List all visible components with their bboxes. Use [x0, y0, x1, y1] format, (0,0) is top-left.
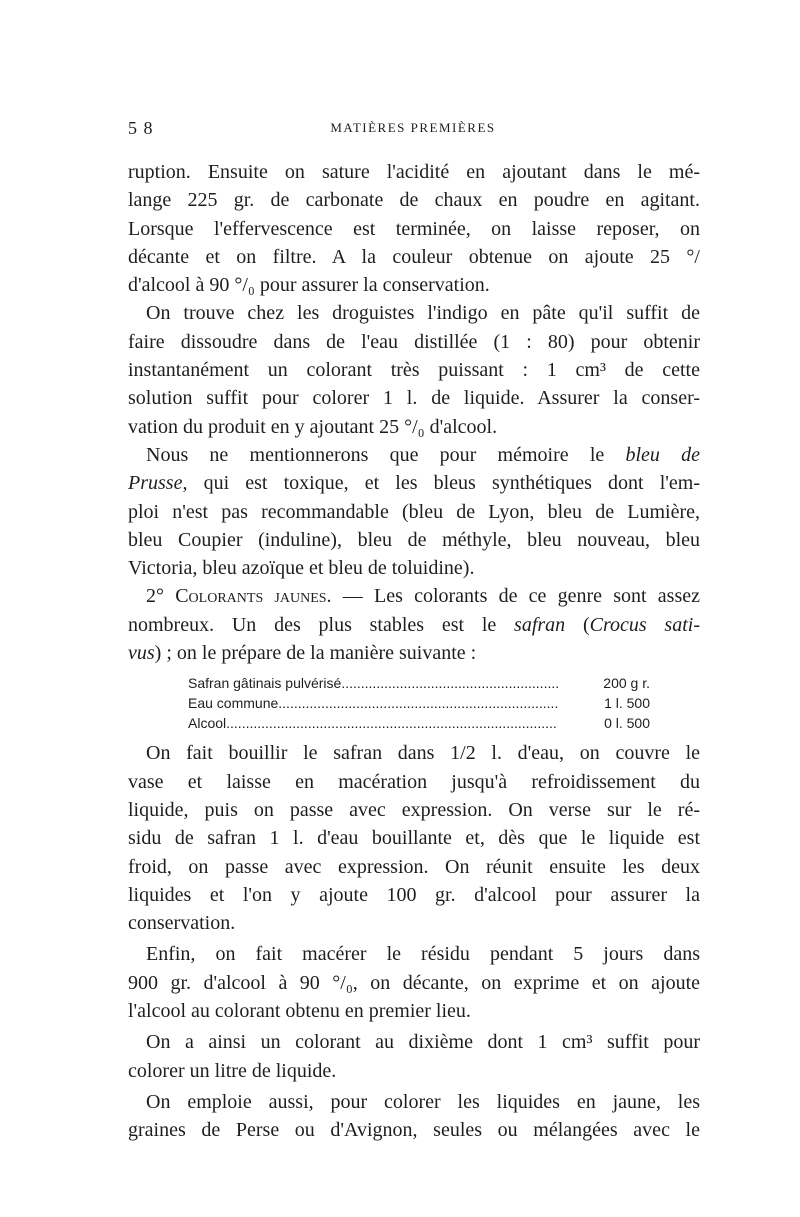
page-header — [128, 118, 698, 142]
text-line: sidu de safran 1 l. d'eau bouillante et, dès que le liquide est — [128, 827, 700, 850]
section-number: 2° — [146, 585, 176, 608]
body-text — [128, 158, 700, 1145]
recipe-row — [188, 693, 650, 713]
text-line: On emploie aussi, pour colorer les liquides en jaune, les — [146, 1090, 700, 1113]
paragraph-4 — [128, 582, 700, 667]
italic-term-prusse: Prusse — [128, 472, 183, 495]
text-run: ( — [565, 613, 590, 636]
text-line: Lorsque l'effervescence est terminée, on laisse reposer, on — [128, 217, 700, 240]
ingredient-name: Alcool — [188, 715, 227, 732]
text-line: ruption. Ensuite on sature l'acidité en ajoutant dans le mé- — [128, 161, 700, 183]
ingredient-name: Eau commune — [188, 695, 279, 712]
text-run: , qui est toxique, et les bleus synthétiques dont l'em- — [182, 472, 700, 495]
text-line: décante et on filtre. A la couleur obtenue on ajoute 25 °/ — [128, 245, 700, 268]
text-line: faire dissoudre dans de l'eau distillée (1 : 80) pour obtenir — [128, 330, 700, 353]
ingredient-quantity: 0 l. 500 — [604, 715, 650, 732]
text-line: colorer un litre de liquide. — [128, 1059, 337, 1082]
paragraph-2 — [128, 299, 700, 440]
recipe-list — [188, 673, 650, 733]
text-line: vation du produit en y ajoutant 25 °/₀ d'alcool. — [128, 415, 498, 438]
text-line: 900 gr. d'alcool à 90 °/₀, on décante, on exprime et on ajoute — [128, 971, 700, 994]
text-line: ploi n'est pas recommandable (bleu de Lyon, bleu de Lumière, — [128, 500, 700, 523]
text-run: — Les colorants de ce genre sont assez — [331, 585, 700, 608]
recipe-row — [188, 673, 650, 693]
text-line — [128, 469, 700, 497]
text-line: liquides et l'on y ajoute 100 gr. d'alcool pour assurer la — [128, 883, 700, 906]
ingredient-quantity: 200 g r. — [603, 675, 650, 692]
text-run: ) ; on le prépare de la manière suivante : — [154, 642, 477, 665]
text-line: bleu Coupier (induline), bleu de méthyle, bleu nouveau, bleu — [128, 528, 700, 551]
text-line: liquide, puis on passe avec expression. On verse sur le ré- — [128, 798, 700, 821]
text-line: froid, on passe avec expression. On réunit ensuite les deux — [128, 855, 700, 878]
dot-leader — [278, 693, 558, 713]
paragraph-1 — [128, 158, 700, 299]
ingredient-name: Safran gâtinais pulvérisé — [188, 675, 342, 692]
text-line: On fait bouillir le safran dans 1/2 l. d'eau, on couvre le — [146, 742, 700, 765]
running-title: MATIÈRES PREMIÈRES — [330, 120, 496, 135]
text-line: Victoria, bleu azoïque et bleu de toluidine). — [128, 557, 475, 580]
text-line — [128, 582, 700, 610]
text-line — [128, 611, 700, 639]
text-line: solution suffit pour colorer 1 l. de liquide. Assurer la conser- — [128, 387, 700, 410]
section-heading: Colorants jaunes. — [175, 585, 332, 608]
dot-leader — [226, 713, 558, 733]
page-number: 5 8 — [128, 118, 154, 138]
recipe-row — [188, 713, 650, 733]
ingredient-quantity: 1 l. 500 — [604, 695, 650, 712]
text-run: Nous ne mentionnerons que pour mémoire le — [146, 443, 626, 466]
text-line: instantanément un colorant très puissant : 1 cm³ de cette — [128, 359, 700, 382]
paragraph-3 — [128, 441, 700, 582]
text-line: On trouve chez les droguistes l'indigo en pâte qu'il suffit de — [146, 302, 700, 325]
text-line: On a ainsi un colorant au dixième dont 1 cm³ suffit pour — [146, 1031, 700, 1054]
paragraph-5 — [128, 739, 700, 937]
paragraph-6 — [128, 940, 700, 1025]
text-line: lange 225 gr. de carbonate de chaux en poudre en agitant. — [128, 189, 700, 212]
text-line: d'alcool à 90 °/₀ pour assurer la conservation. — [128, 274, 490, 297]
italic-term-crocus: Crocus sati- — [589, 613, 700, 636]
italic-term-bleu-de: bleu de — [625, 443, 701, 466]
text-line: conservation. — [128, 912, 236, 935]
text-line: l'alcool au colorant obtenu en premier lieu. — [128, 1000, 471, 1023]
paragraph-8 — [128, 1088, 700, 1145]
text-line — [128, 441, 700, 469]
italic-term-vus: vus — [128, 642, 155, 665]
text-line: graines de Perse ou d'Avignon, seules ou mélangées avec le — [128, 1119, 700, 1142]
paragraph-7 — [128, 1028, 700, 1085]
text-line: Enfin, on fait macérer le résidu pendant 5 jours dans — [146, 943, 700, 966]
italic-term-safran: safran — [514, 613, 566, 636]
dot-leader — [341, 673, 558, 693]
text-line: vase et laisse en macération jusqu'à refroidissement du — [128, 770, 700, 793]
text-run: nombreux. Un des plus stables est le — [128, 613, 515, 636]
text-line — [128, 639, 700, 667]
